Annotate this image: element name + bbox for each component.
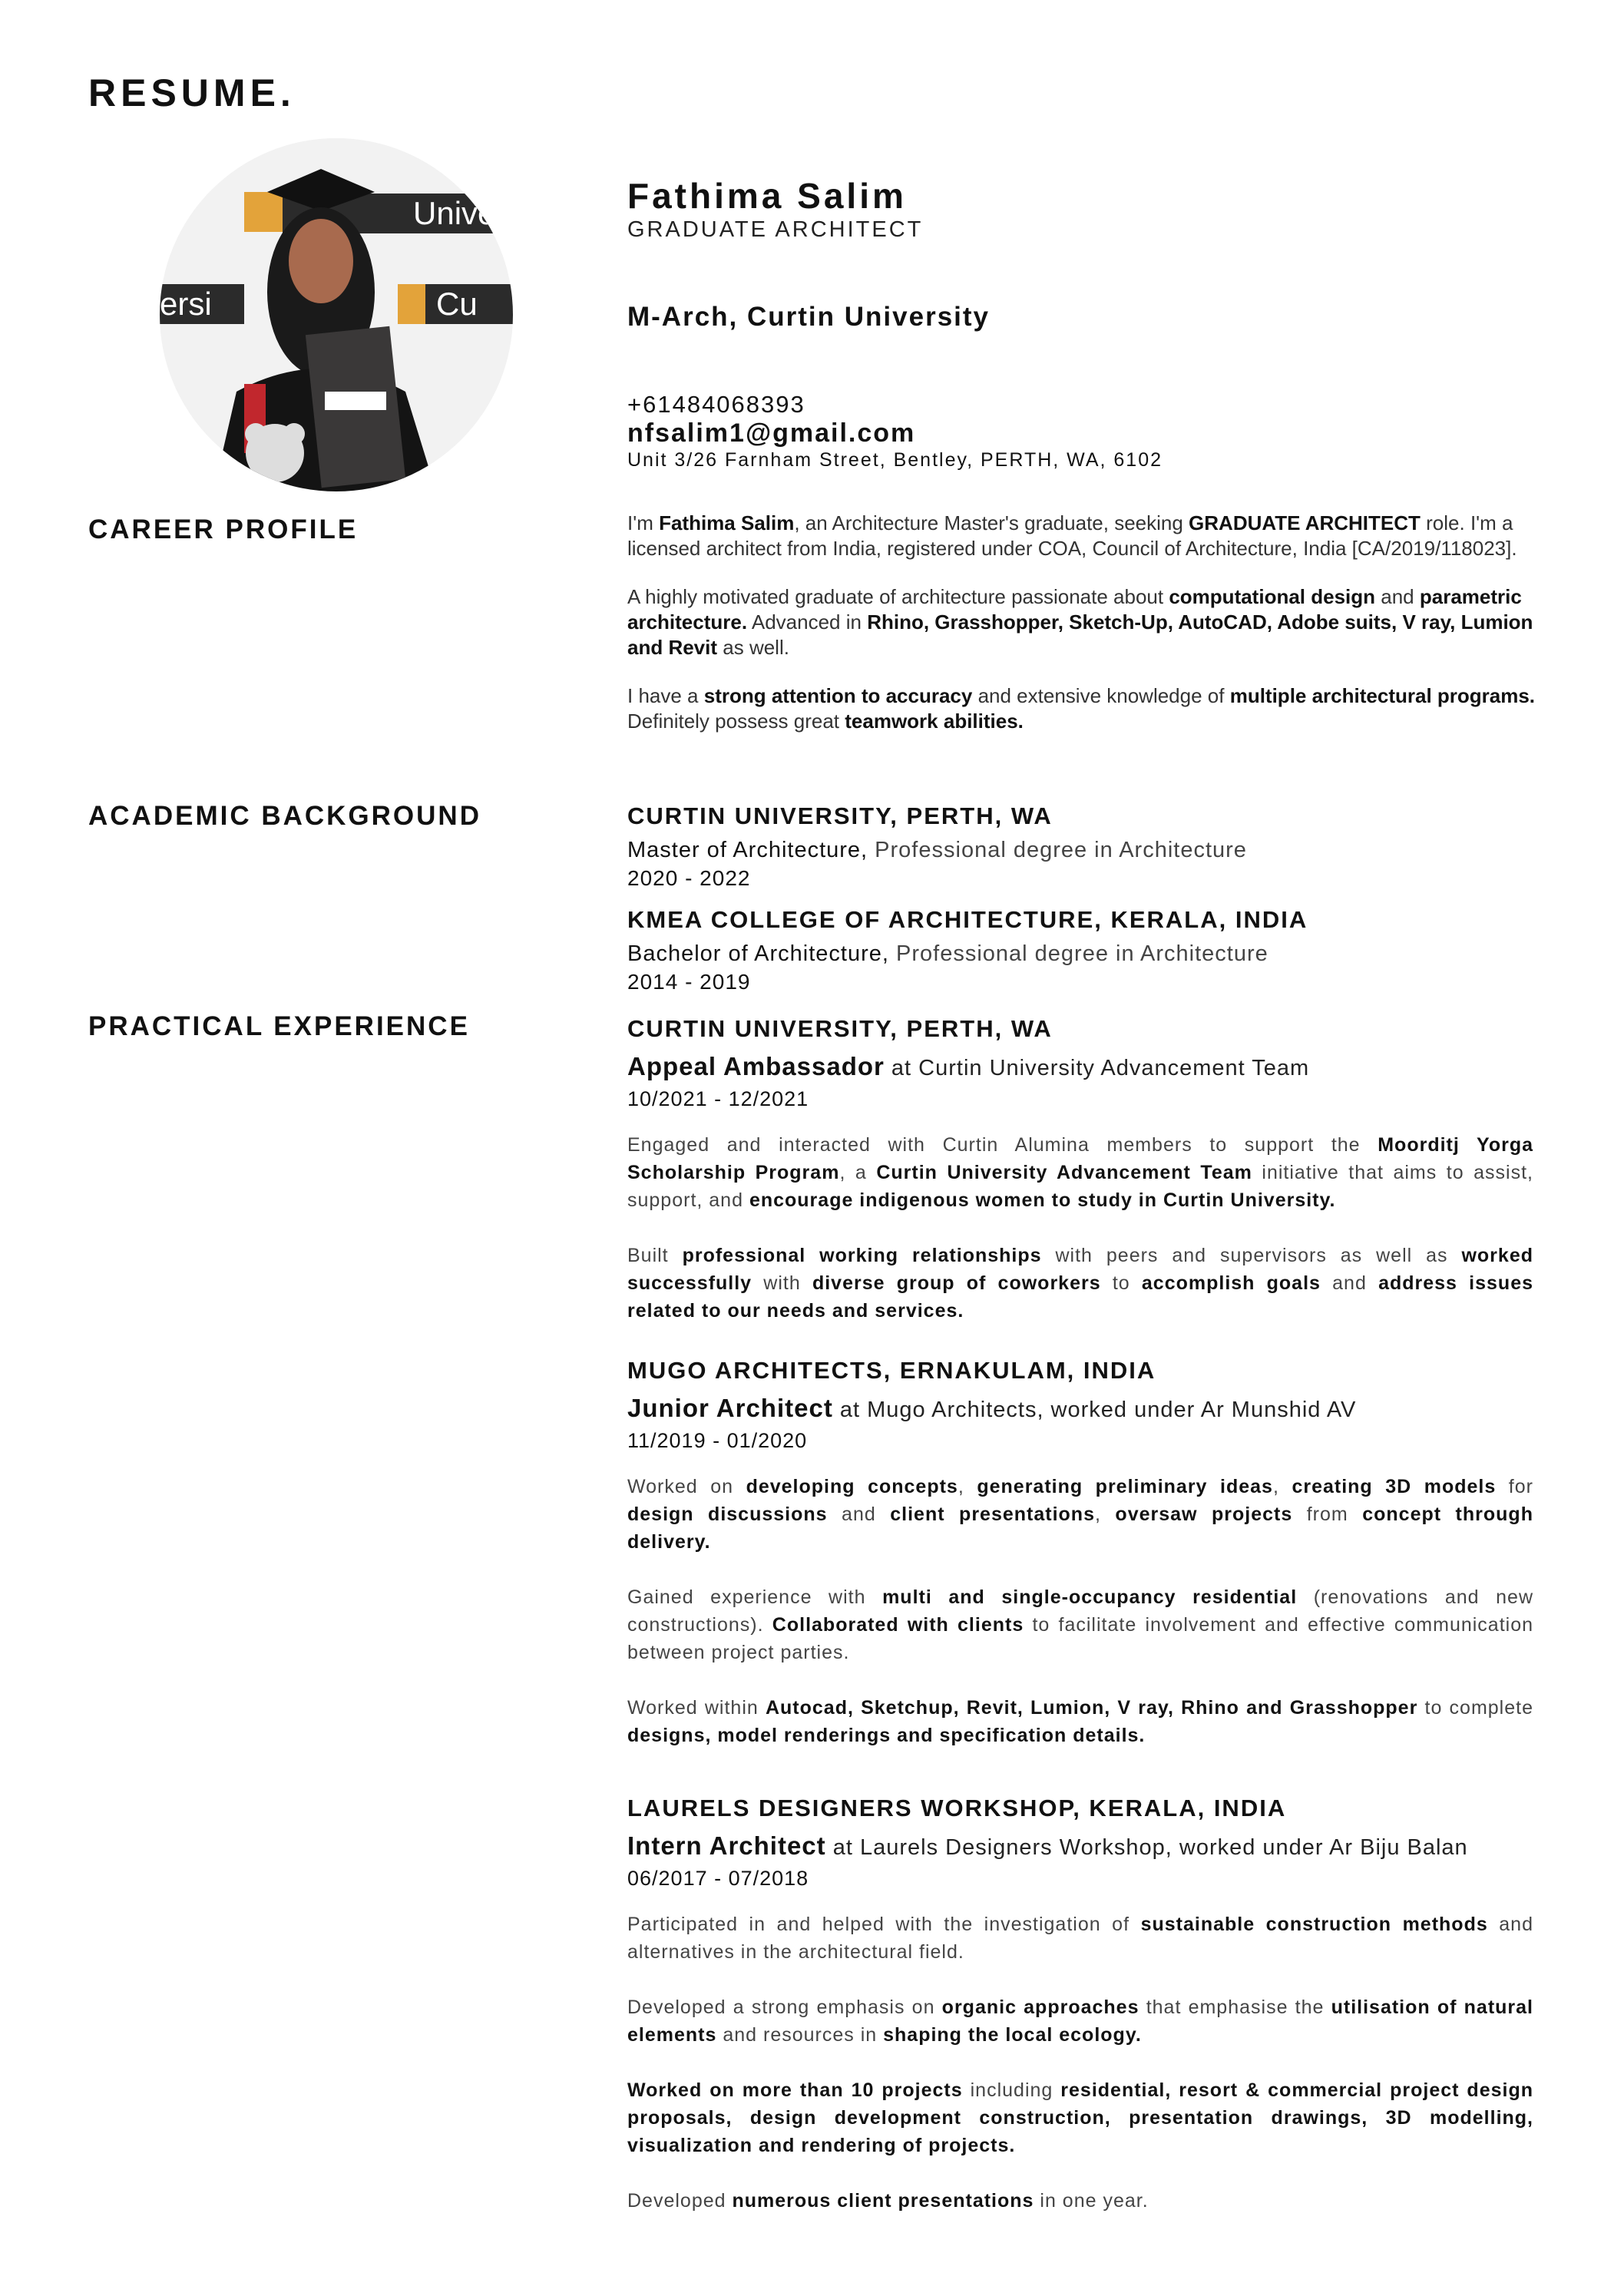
job-paragraph bbox=[627, 1911, 1533, 1966]
profile-paragraph bbox=[627, 683, 1553, 734]
email-address: nfsalim1@gmail.com bbox=[627, 419, 916, 448]
job-title: Junior Architect bbox=[627, 1394, 833, 1422]
section-academic-background: ACADEMIC BACKGROUND bbox=[88, 801, 481, 831]
body-text: to complete bbox=[1417, 1697, 1533, 1719]
emphasis-text: client presentations bbox=[890, 1504, 1095, 1525]
degree-name: Master of Architecture, bbox=[627, 838, 868, 862]
body-text: Engaged and interacted with Curtin Alumina members to support the bbox=[627, 1134, 1378, 1156]
job-paragraph bbox=[627, 1583, 1533, 1666]
body-text: , an Architecture Master's graduate, seeking bbox=[794, 511, 1189, 534]
body-text: , a bbox=[839, 1162, 877, 1183]
degree-desc: Professional degree in Architecture bbox=[868, 838, 1247, 862]
emphasis-text: diverse group of coworkers bbox=[812, 1272, 1101, 1294]
emphasis-text: professional working relationships bbox=[682, 1245, 1042, 1266]
degree-years: 2020 - 2022 bbox=[627, 866, 751, 890]
svg-text:Cu: Cu bbox=[436, 286, 478, 322]
job-paragraph bbox=[627, 1473, 1533, 1556]
emphasis-text: Moorditj Yorga Scholarship Program bbox=[627, 1134, 1533, 1183]
body-text: (renovations and new constructions). bbox=[627, 1586, 1533, 1636]
body-text: Worked on bbox=[627, 1476, 746, 1497]
employer-name: CURTIN UNIVERSITY, PERTH, WA bbox=[627, 1015, 1053, 1042]
experience-entry bbox=[627, 1357, 1533, 1777]
job-employer: at Mugo Architects, worked under Ar Munshid AV bbox=[832, 1398, 1357, 1422]
job-title-line bbox=[627, 1831, 1533, 1861]
body-text: including bbox=[962, 2079, 1061, 2101]
body-text: and bbox=[1320, 1272, 1379, 1294]
job-paragraph bbox=[627, 1131, 1533, 1214]
emphasis-text: oversaw projects bbox=[1115, 1504, 1293, 1525]
emphasis-text: address issues related to our needs and services. bbox=[627, 1272, 1534, 1322]
career-profile-body bbox=[627, 511, 1553, 757]
emphasis-text: shaping the local ecology. bbox=[883, 2024, 1142, 2046]
job-employer: at Laurels Designers Workshop, worked under Ar Biju Balan bbox=[825, 1835, 1468, 1860]
section-career-profile: CAREER PROFILE bbox=[88, 514, 359, 544]
job-title: Intern Architect bbox=[627, 1831, 826, 1860]
experience-entry bbox=[627, 1795, 1533, 2242]
degree-line bbox=[627, 838, 1553, 863]
emphasis-text: Autocad, Sketchup, Revit, Lumion, V ray, Rhino and Grasshopper bbox=[765, 1697, 1418, 1719]
emphasis-text: designs, model renderings and specification details. bbox=[627, 1725, 1146, 1746]
experience-entry bbox=[627, 1015, 1533, 1352]
job-employer: at Curtin University Advancement Team bbox=[884, 1056, 1310, 1080]
emphasis-text: residential, resort & commercial project design proposals, design development construction, presentation drawings, 3D modelling, visualization and rendering of projects. bbox=[627, 2079, 1533, 2156]
body-text: to bbox=[1100, 1272, 1142, 1294]
headline-degree: M-Arch, Curtin University bbox=[627, 302, 990, 332]
body-text: to facilitate involvement and effective communication between project parties. bbox=[627, 1614, 1534, 1663]
emphasis-text: creating 3D models bbox=[1292, 1476, 1497, 1497]
job-paragraph bbox=[627, 2076, 1533, 2159]
emphasis-text: Worked on more than 10 projects bbox=[627, 2079, 963, 2101]
body-text: and extensive knowledge of bbox=[972, 684, 1230, 707]
emphasis-text: concept through delivery. bbox=[627, 1504, 1533, 1553]
degree-name: Bachelor of Architecture, bbox=[627, 941, 889, 966]
profile-photo bbox=[160, 138, 513, 491]
emphasis-text: Rhino, Grasshopper, Sketch-Up, AutoCAD, Adobe suits, V ray, Lumion and Revit bbox=[627, 610, 1533, 659]
body-text: I'm bbox=[627, 511, 660, 534]
emphasis-text: developing concepts bbox=[746, 1476, 958, 1497]
body-text: Participated in and helped with the investigation of bbox=[627, 1914, 1141, 1935]
job-title-line bbox=[627, 1052, 1533, 1081]
degree-line bbox=[627, 941, 1553, 967]
body-text: initiative that aims to assist, support, and bbox=[627, 1162, 1533, 1211]
emphasis-text: worked successfully bbox=[627, 1245, 1533, 1294]
emphasis-text: sustainable construction methods bbox=[1140, 1914, 1488, 1935]
job-dates: 11/2019 - 01/2020 bbox=[627, 1429, 808, 1452]
job-description bbox=[627, 1473, 1533, 1749]
svg-text:ersi: ersi bbox=[160, 286, 212, 322]
body-text: with bbox=[752, 1272, 812, 1294]
job-description bbox=[627, 1911, 1533, 2215]
body-text: and resources in bbox=[716, 2024, 884, 2046]
institution-name: KMEA COLLEGE OF ARCHITECTURE, KERALA, INDIA bbox=[627, 906, 1308, 933]
portrait-photo-icon bbox=[160, 138, 513, 491]
degree-years: 2014 - 2019 bbox=[627, 970, 751, 994]
body-text: Built bbox=[627, 1245, 683, 1266]
emphasis-text: encourage indigenous women to study in Curtin University. bbox=[749, 1189, 1336, 1211]
body-text: Gained experience with bbox=[627, 1586, 883, 1608]
body-text: Developed a strong emphasis on bbox=[627, 1997, 942, 2018]
job-description bbox=[627, 1131, 1533, 1325]
body-text: Definitely possess great bbox=[627, 710, 845, 733]
emphasis-text: accomplish goals bbox=[1141, 1272, 1321, 1294]
emphasis-text: design discussions bbox=[627, 1504, 828, 1525]
body-text: in one year. bbox=[1034, 2190, 1149, 2212]
emphasis-text: Collaborated with clients bbox=[772, 1614, 1024, 1636]
emphasis-text: teamwork abilities. bbox=[845, 710, 1024, 733]
candidate-name: Fathima Salim bbox=[627, 176, 907, 216]
candidate-role: GRADUATE ARCHITECT bbox=[627, 217, 924, 242]
emphasis-text: GRADUATE ARCHITECT bbox=[1189, 511, 1421, 534]
job-dates: 06/2017 - 07/2018 bbox=[627, 1867, 809, 1890]
body-text: role. I'm a licensed architect from India, registered under COA, Council of Architecture, India [CA/2019/118023]. bbox=[627, 511, 1517, 560]
education-entry bbox=[627, 802, 1553, 891]
education-entry bbox=[627, 906, 1553, 994]
employer-name: MUGO ARCHITECTS, ERNAKULAM, INDIA bbox=[627, 1357, 1156, 1384]
body-text: Developed bbox=[627, 2190, 733, 2212]
job-paragraph bbox=[627, 2187, 1533, 2215]
body-text: , bbox=[1094, 1504, 1116, 1525]
body-text: , bbox=[1272, 1476, 1292, 1497]
svg-text:Unive: Unive bbox=[413, 195, 496, 231]
emphasis-text: utilisation of natural elements bbox=[627, 1997, 1533, 2046]
job-title-line bbox=[627, 1394, 1533, 1423]
institution-name: CURTIN UNIVERSITY, PERTH, WA bbox=[627, 802, 1053, 829]
body-text: and bbox=[1375, 585, 1420, 608]
body-text: from bbox=[1292, 1504, 1363, 1525]
body-text: and bbox=[827, 1504, 891, 1525]
emphasis-text: Curtin University Advancement Team bbox=[876, 1162, 1252, 1183]
emphasis-text: strong attention to accuracy bbox=[703, 684, 973, 707]
profile-paragraph bbox=[627, 584, 1553, 660]
body-text: as well. bbox=[717, 636, 789, 659]
emphasis-text: parametric architecture. bbox=[627, 585, 1522, 634]
job-dates: 10/2021 - 12/2021 bbox=[627, 1087, 809, 1110]
job-title: Appeal Ambassador bbox=[627, 1052, 885, 1080]
job-paragraph bbox=[627, 1993, 1533, 2049]
body-text: and alternatives in the architectural field. bbox=[627, 1914, 1533, 1963]
emphasis-text: organic approaches bbox=[941, 1997, 1139, 2018]
emphasis-text: numerous client presentations bbox=[732, 2190, 1034, 2212]
emphasis-text: multiple architectural programs. bbox=[1229, 684, 1536, 707]
emphasis-text: computational design bbox=[1169, 585, 1376, 608]
profile-paragraph bbox=[627, 511, 1553, 561]
emphasis-text: multi and single-occupancy residential bbox=[882, 1586, 1298, 1608]
postal-address: Unit 3/26 Farnham Street, Bentley, PERTH, WA, 6102 bbox=[627, 449, 1163, 471]
phone-number: +61484068393 bbox=[627, 391, 805, 418]
body-text: for bbox=[1496, 1476, 1533, 1497]
body-text: I have a bbox=[627, 684, 704, 707]
emphasis-text: generating preliminary ideas bbox=[977, 1476, 1273, 1497]
job-paragraph bbox=[627, 1694, 1533, 1749]
emphasis-text: Fathima Salim bbox=[659, 511, 795, 534]
body-text: Worked within bbox=[627, 1697, 766, 1719]
body-text: with peers and supervisors as well as bbox=[1041, 1245, 1462, 1266]
body-text: that emphasise the bbox=[1139, 1997, 1331, 2018]
body-text: A highly motivated graduate of architecture passionate about bbox=[627, 585, 1169, 608]
section-practical-experience: PRACTICAL EXPERIENCE bbox=[88, 1011, 470, 1041]
degree-desc: Professional degree in Architecture bbox=[888, 941, 1268, 966]
body-text: Advanced in bbox=[747, 610, 868, 634]
employer-name: LAURELS DESIGNERS WORKSHOP, KERALA, INDIA bbox=[627, 1795, 1287, 1821]
body-text: , bbox=[958, 1476, 977, 1497]
page-title: RESUME. bbox=[88, 71, 296, 114]
job-paragraph bbox=[627, 1242, 1533, 1325]
